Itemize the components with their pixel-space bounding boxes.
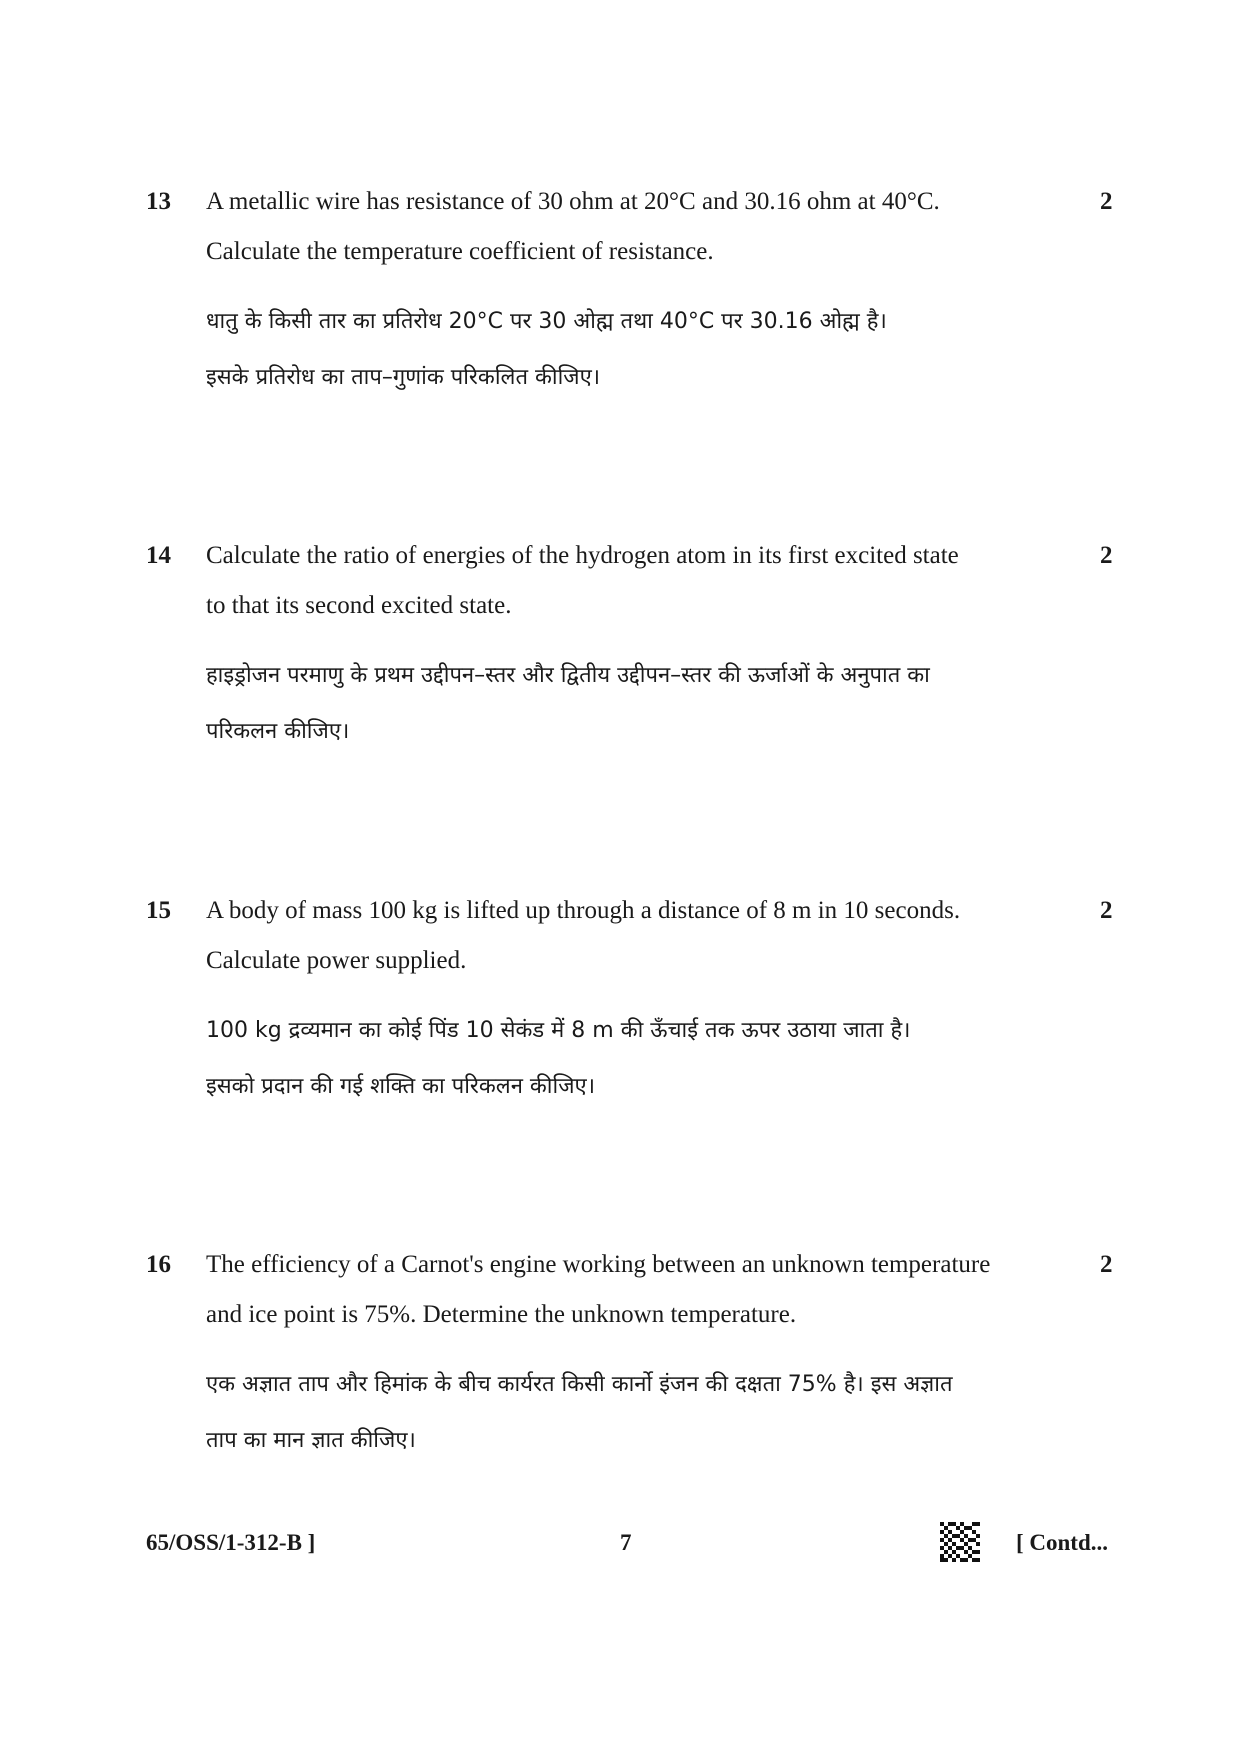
question-english-text (206, 177, 1076, 277)
continued-label: [ Contd... (1016, 1530, 1109, 1555)
qr-code-icon (940, 1522, 980, 1562)
question-marks: 2 (1100, 897, 1113, 924)
english-line: Calculate the temperature coefficient of resistance. (206, 238, 714, 265)
question-marks: 2 (1100, 542, 1113, 569)
question-marks: 2 (1100, 1251, 1113, 1278)
question-hindi-text (206, 294, 1076, 406)
question-hindi-text (206, 1357, 1076, 1469)
hindi-line: एक अज्ञात ताप और हिमांक के बीच कार्यरत किसी कार्नो इंजन की दक्षता 75% है। इस अज्ञात (206, 1372, 953, 1397)
hindi-line: इसके प्रतिरोध का ताप–गुणांक परिकलित कीजिए। (206, 365, 601, 390)
question-english-text (206, 1240, 1076, 1340)
question-number: 14 (146, 542, 171, 569)
english-line: The efficiency of a Carnot's engine working between an unknown temperature (206, 1251, 991, 1278)
page-number: 7 (620, 1530, 632, 1555)
hindi-line: परिकलन कीजिए। (206, 719, 350, 744)
english-line: Calculate power supplied. (206, 947, 467, 974)
question-hindi-text (206, 648, 1076, 760)
hindi-line: ताप का मान ज्ञात कीजिए। (206, 1428, 416, 1453)
question-number: 16 (146, 1251, 171, 1278)
question-marks: 2 (1100, 188, 1113, 215)
question-number: 13 (146, 188, 171, 215)
page-footer (0, 1522, 1240, 1566)
english-line: Calculate the ratio of energies of the hydrogen atom in its first excited state (206, 542, 959, 569)
question-hindi-text (206, 1003, 1076, 1115)
hindi-line: 100 kg द्रव्यमान का कोई पिंड 10 सेकंड में 8 m की ऊँचाई तक ऊपर उठाया जाता है। (206, 1018, 911, 1043)
english-line: A body of mass 100 kg is lifted up through a distance of 8 m in 10 seconds. (206, 897, 961, 924)
hindi-line: इसको प्रदान की गई शक्ति का परिकलन कीजिए। (206, 1074, 596, 1099)
hindi-line: हाइड्रोजन परमाणु के प्रथम उद्दीपन–स्तर और द्वितीय उद्दीपन–स्तर की ऊर्जाओं के अनुपात का (206, 663, 930, 688)
question-english-text (206, 886, 1076, 986)
english-line: to that its second excited state. (206, 592, 512, 619)
question-number: 15 (146, 897, 171, 924)
english-line: and ice point is 75%. Determine the unknown temperature. (206, 1301, 797, 1328)
hindi-line: धातु के किसी तार का प्रतिरोध 20°C पर 30 ओह्म तथा 40°C पर 30.16 ओह्म है। (206, 309, 887, 334)
question-english-text (206, 531, 1076, 631)
english-line: A metallic wire has resistance of 30 ohm at 20°C and 30.16 ohm at 40°C. (206, 188, 940, 215)
paper-code: 65/OSS/1-312-B ] (146, 1530, 316, 1555)
